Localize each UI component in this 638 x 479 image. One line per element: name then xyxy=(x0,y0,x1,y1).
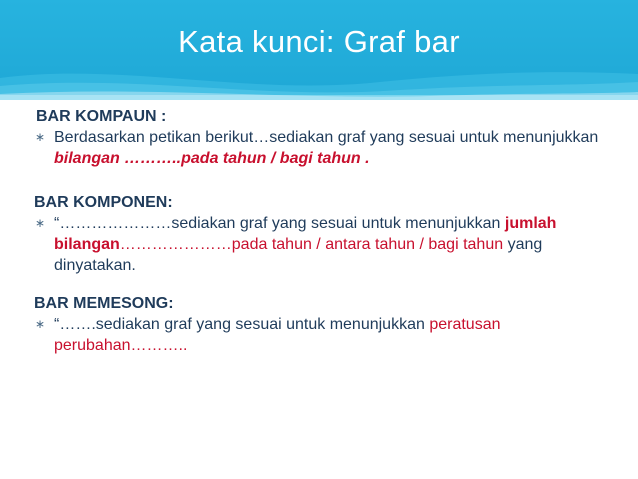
bullet-star-icon: ∗ xyxy=(35,216,46,230)
bullet-star-icon: ∗ xyxy=(35,317,46,331)
section-heading-bar-komponen: BAR KOMPONEN: xyxy=(34,194,173,211)
bullet-highlight: peratusan perubahan……….. xyxy=(54,316,501,354)
section-heading-bar-memesong: BAR MEMESONG: xyxy=(34,295,174,312)
bullet-bar-memesong xyxy=(34,314,614,356)
bullet-star-icon: ∗ xyxy=(35,130,46,144)
bullet-bar-kompaun xyxy=(34,127,614,169)
section-heading-bar-kompaun: BAR KOMPAUN : xyxy=(36,108,167,125)
slide-title: Kata kunci: Graf bar xyxy=(178,24,460,59)
bullet-highlight: …………………pada tahun / antara tahun / bagi tahun xyxy=(119,236,504,253)
slide-body xyxy=(34,106,614,356)
bullet-bar-komponen xyxy=(34,213,614,276)
bullet-text: “…….sediakan graf yang sesuai untuk menunjukkan xyxy=(54,316,430,333)
wave-decoration xyxy=(0,60,638,100)
bullet-highlight: jumlah bilangan xyxy=(54,215,557,253)
bullet-text: yang dinyatakan. xyxy=(54,236,543,274)
bullet-text: Berdasarkan petikan berikut…sediakan graf yang sesuai untuk menunjukkan xyxy=(54,129,599,146)
bullet-text: “…………………sediakan graf yang sesuai untuk menunjukkan xyxy=(54,215,505,232)
bullet-highlight: bilangan ………..pada tahun / bagi tahun . xyxy=(54,150,370,167)
